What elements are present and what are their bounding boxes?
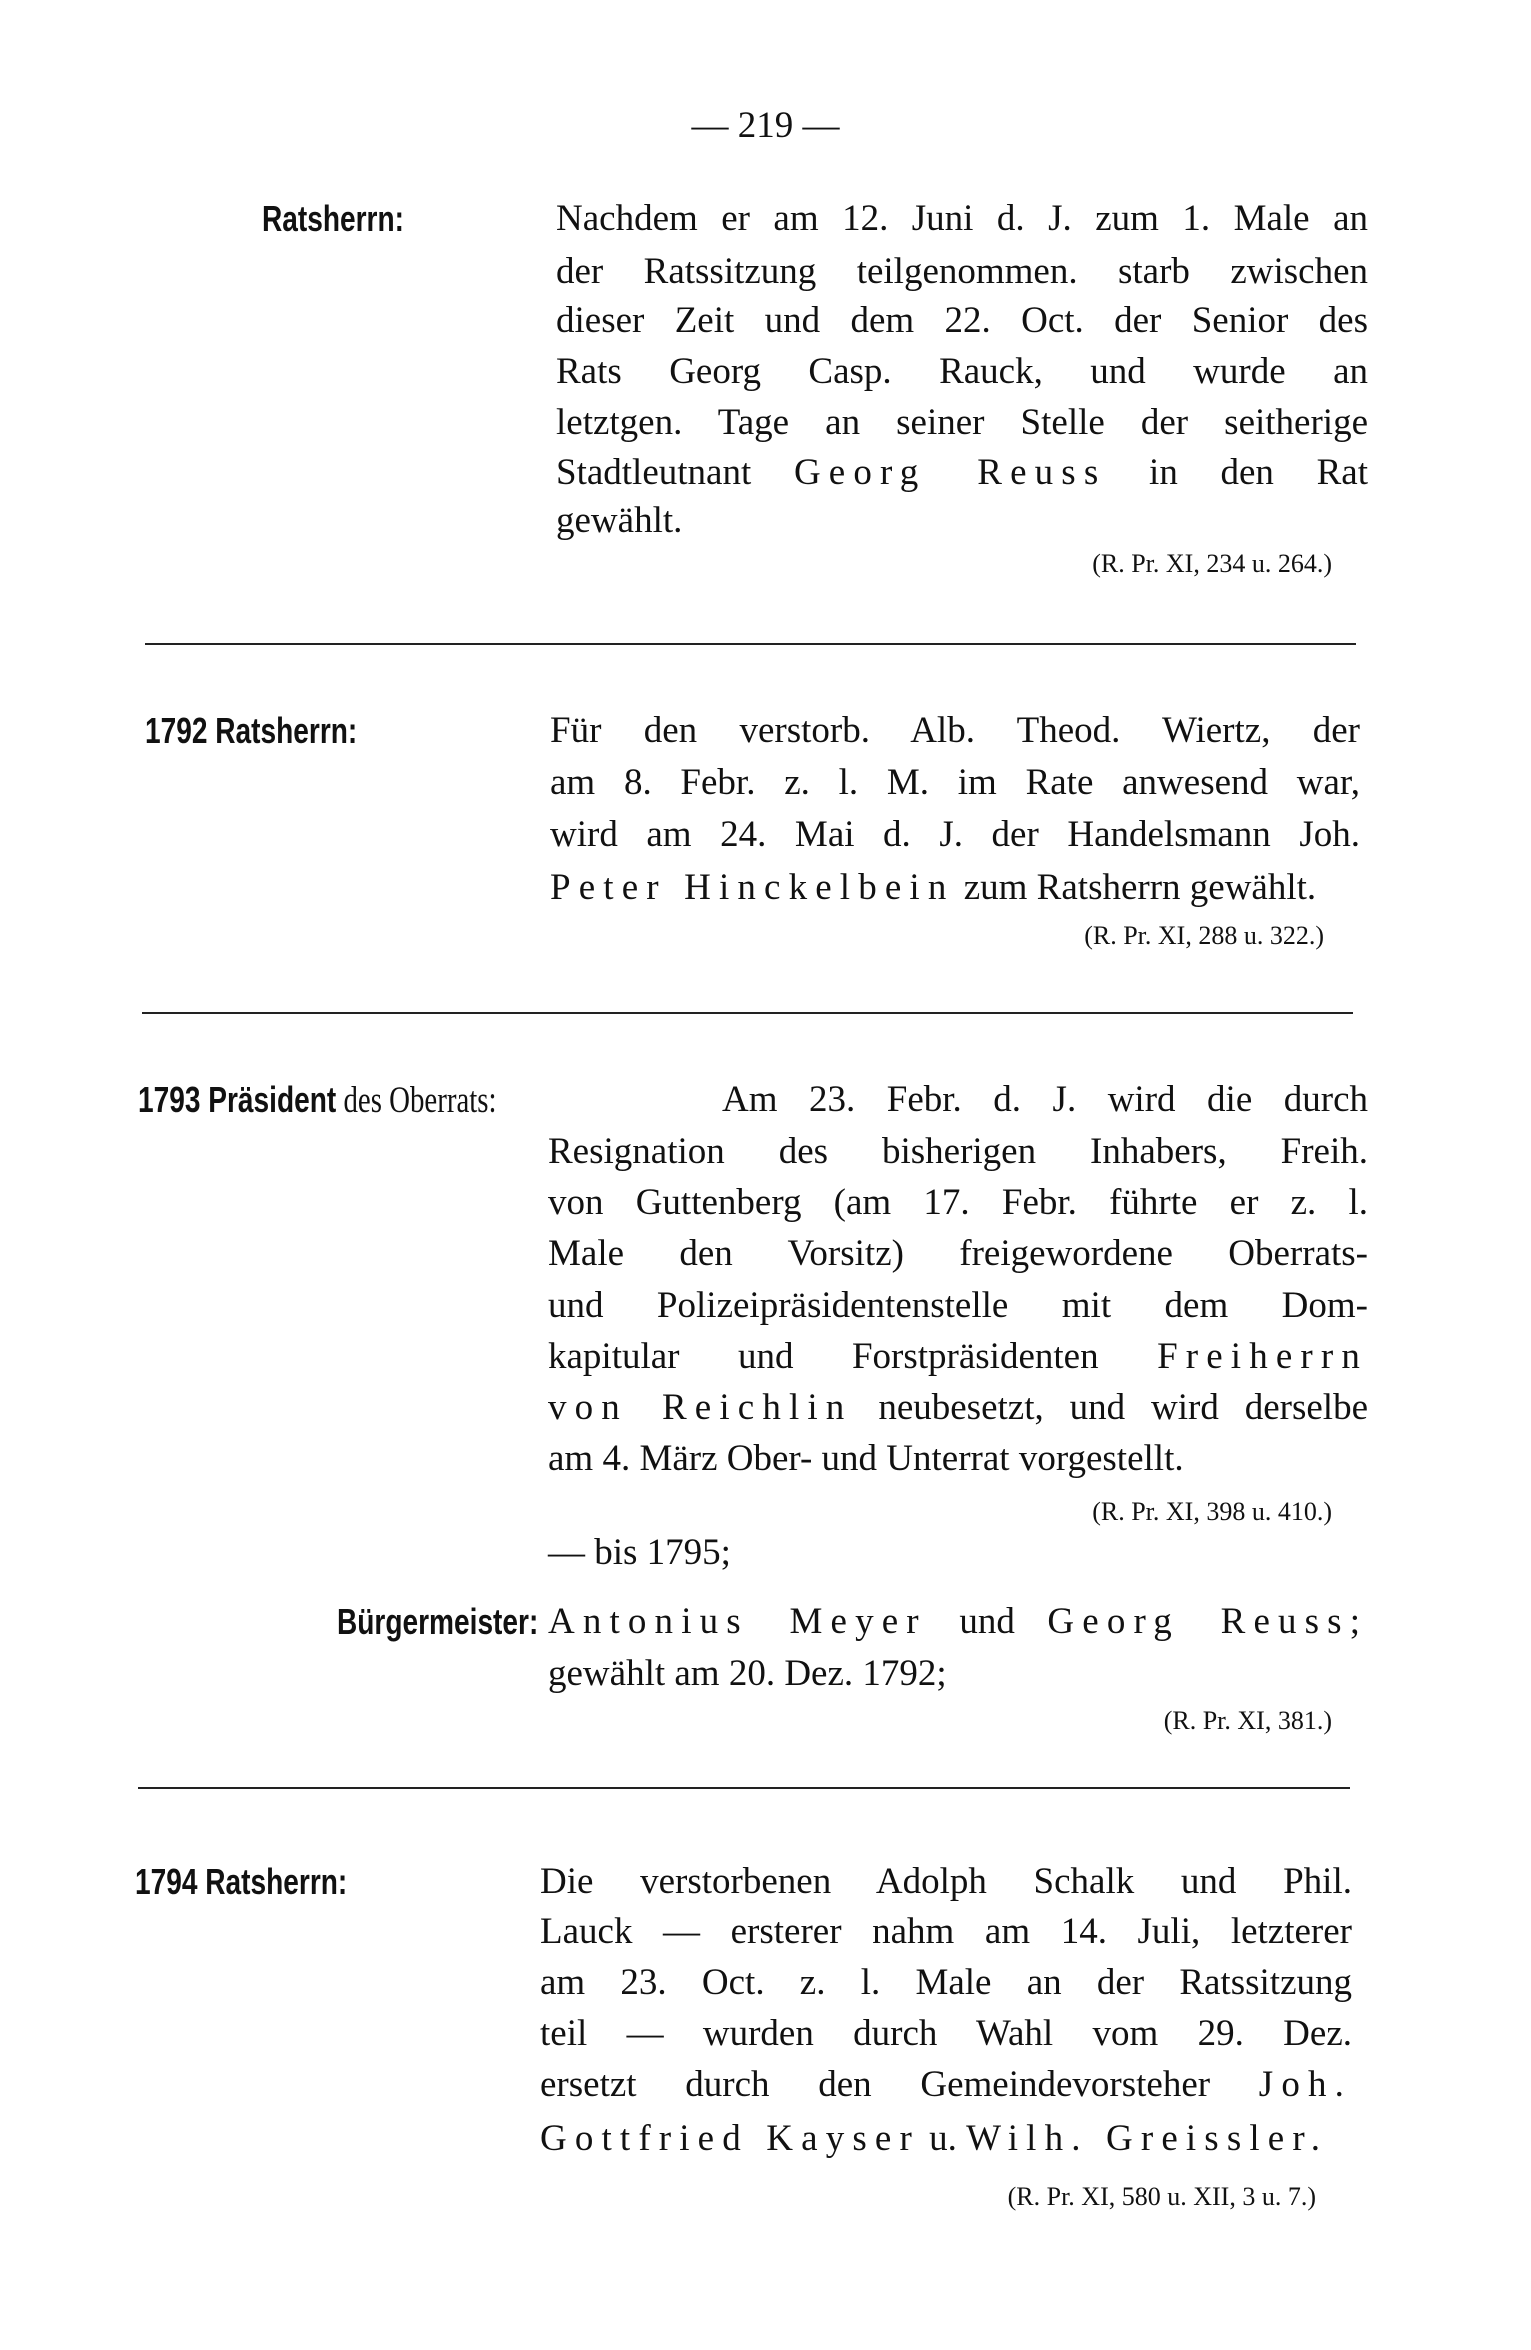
text-run: Am 23. Febr. d. J. wird die durch bbox=[722, 1079, 1368, 1120]
text-line bbox=[548, 1600, 1360, 1644]
text-run: Lauck — ersterer nahm am 14. Juli, letzterer bbox=[540, 1911, 1352, 1952]
text-line bbox=[548, 1130, 1368, 1174]
text-line bbox=[540, 2012, 1352, 2056]
spaced-name: Georg Reuss bbox=[793, 452, 1107, 493]
text-run: und bbox=[926, 1601, 1048, 1642]
entry-label bbox=[145, 709, 357, 753]
section-divider bbox=[145, 643, 1356, 645]
text-run: zum Ratsherrn gewählt. bbox=[954, 867, 1317, 908]
text-line bbox=[540, 1910, 1352, 1954]
text-run: von Guttenberg (am 17. Febr. führte er z. l. bbox=[548, 1182, 1368, 1223]
text-line bbox=[540, 1961, 1352, 2005]
text-line bbox=[550, 761, 1360, 805]
text-run: dieser Zeit und dem 22. Oct. der Senior des bbox=[556, 300, 1368, 341]
citation: (R. Pr. XI, 234 u. 264.) bbox=[1092, 549, 1332, 578]
text-line bbox=[548, 1181, 1368, 1225]
entry-label bbox=[337, 1600, 538, 1644]
text-run: am 4. März Ober- und Unterrat vorgestellt. bbox=[548, 1438, 1184, 1479]
entry-label bbox=[135, 1860, 347, 1904]
text-run: Rats Georg Casp. Rauck, und wurde an bbox=[556, 351, 1368, 392]
text-line bbox=[540, 2063, 1352, 2107]
text-line bbox=[556, 350, 1368, 394]
text-line bbox=[556, 197, 1368, 241]
text-line bbox=[556, 299, 1368, 343]
text-run: Für den verstorb. Alb. Theod. Wiertz, der bbox=[550, 710, 1360, 751]
text-run: teil — wurden durch Wahl vom 29. Dez. bbox=[540, 2013, 1352, 2054]
text-line bbox=[556, 401, 1368, 445]
text-run: Male den Vorsitz) freigewordene Oberrats- bbox=[548, 1233, 1368, 1274]
spaced-name: Gottfried Kayser bbox=[540, 2118, 920, 2159]
text-run: Nachdem er am 12. Juni d. J. zum 1. Male an bbox=[556, 198, 1368, 239]
spaced-name: Joh. bbox=[1258, 2064, 1352, 2105]
text-run: neubesetzt, und wird derselbe bbox=[852, 1387, 1368, 1428]
text-line bbox=[550, 813, 1360, 857]
text-run: gewählt. bbox=[556, 500, 683, 541]
text-line bbox=[540, 2117, 1328, 2161]
citation: (R. Pr. XI, 381.) bbox=[1163, 1706, 1332, 1735]
term-note: — bis 1795; bbox=[548, 1532, 731, 1573]
spaced-name: Freiherrn bbox=[1157, 1336, 1368, 1377]
text-line bbox=[556, 451, 1368, 495]
entry-label bbox=[138, 1078, 497, 1123]
text-run: wird am 24. Mai d. J. der Handelsmann Joh. bbox=[550, 814, 1360, 855]
text-run: des Oberrats: bbox=[336, 1080, 497, 1121]
text-line bbox=[548, 1232, 1368, 1276]
text-run: u. bbox=[919, 2118, 967, 2159]
text-line bbox=[548, 1437, 1184, 1481]
text-run: kapitular und Forstpräsidenten bbox=[548, 1336, 1158, 1377]
spaced-name: Wilh. Greissler. bbox=[966, 2118, 1329, 2159]
text-run: Ratsherrn: bbox=[262, 198, 404, 239]
text-run: in den Rat bbox=[1106, 452, 1368, 493]
text-line bbox=[548, 1386, 1368, 1430]
text-run: und Polizeipräsidentenstelle mit dem Dom- bbox=[548, 1285, 1368, 1326]
text-run: 1792 Ratsherrn: bbox=[145, 710, 358, 751]
text-line bbox=[722, 1078, 1368, 1122]
text-line bbox=[540, 1860, 1352, 1904]
text-run: 1794 Ratsherrn: bbox=[135, 1861, 348, 1902]
text-run: am 8. Febr. z. l. M. im Rate anwesend war, bbox=[550, 762, 1360, 803]
spaced-name: Georg Reuss bbox=[1047, 1601, 1350, 1642]
spaced-name: Antonius Meyer bbox=[548, 1601, 927, 1642]
text-run: letztgen. Tage an seiner Stelle der seitherige bbox=[556, 402, 1368, 443]
text-line bbox=[548, 1284, 1368, 1328]
text-run: ; bbox=[1349, 1601, 1361, 1642]
text-line bbox=[548, 1335, 1368, 1379]
text-run: ersetzt durch den Gemeindevorsteher bbox=[540, 2064, 1259, 2105]
citation: (R. Pr. XI, 288 u. 322.) bbox=[1084, 921, 1324, 950]
section-divider bbox=[138, 1787, 1350, 1789]
citation: (R. Pr. XI, 398 u. 410.) bbox=[1092, 1497, 1332, 1526]
text-line bbox=[548, 1652, 947, 1696]
page-number: — 219 — bbox=[691, 105, 840, 146]
text-run: am 23. Oct. z. l. Male an der Ratssitzung bbox=[540, 1962, 1352, 2003]
citation: (R. Pr. XI, 580 u. XII, 3 u. 7.) bbox=[1007, 2182, 1316, 2211]
text-run: Stadtleutnant bbox=[556, 452, 794, 493]
text-run: Bürgermeister: bbox=[336, 1601, 538, 1642]
entry-label bbox=[262, 197, 404, 241]
text-run: 1793 Präsident bbox=[138, 1079, 337, 1120]
text-line bbox=[556, 250, 1368, 294]
spaced-name: Peter Hinckelbein bbox=[550, 867, 955, 908]
text-run: Die verstorbenen Adolph Schalk und Phil. bbox=[540, 1861, 1352, 1902]
text-run: der Ratssitzung teilgenommen. starb zwischen bbox=[556, 251, 1368, 292]
text-line bbox=[556, 499, 682, 543]
text-run: gewählt am 20. Dez. 1792; bbox=[548, 1653, 947, 1694]
spaced-name: von Reichlin bbox=[548, 1387, 853, 1428]
section-divider bbox=[142, 1012, 1353, 1014]
text-line bbox=[550, 709, 1360, 753]
text-run: Resignation des bisherigen Inhabers, Freih. bbox=[548, 1131, 1368, 1172]
text-line bbox=[550, 866, 1316, 910]
